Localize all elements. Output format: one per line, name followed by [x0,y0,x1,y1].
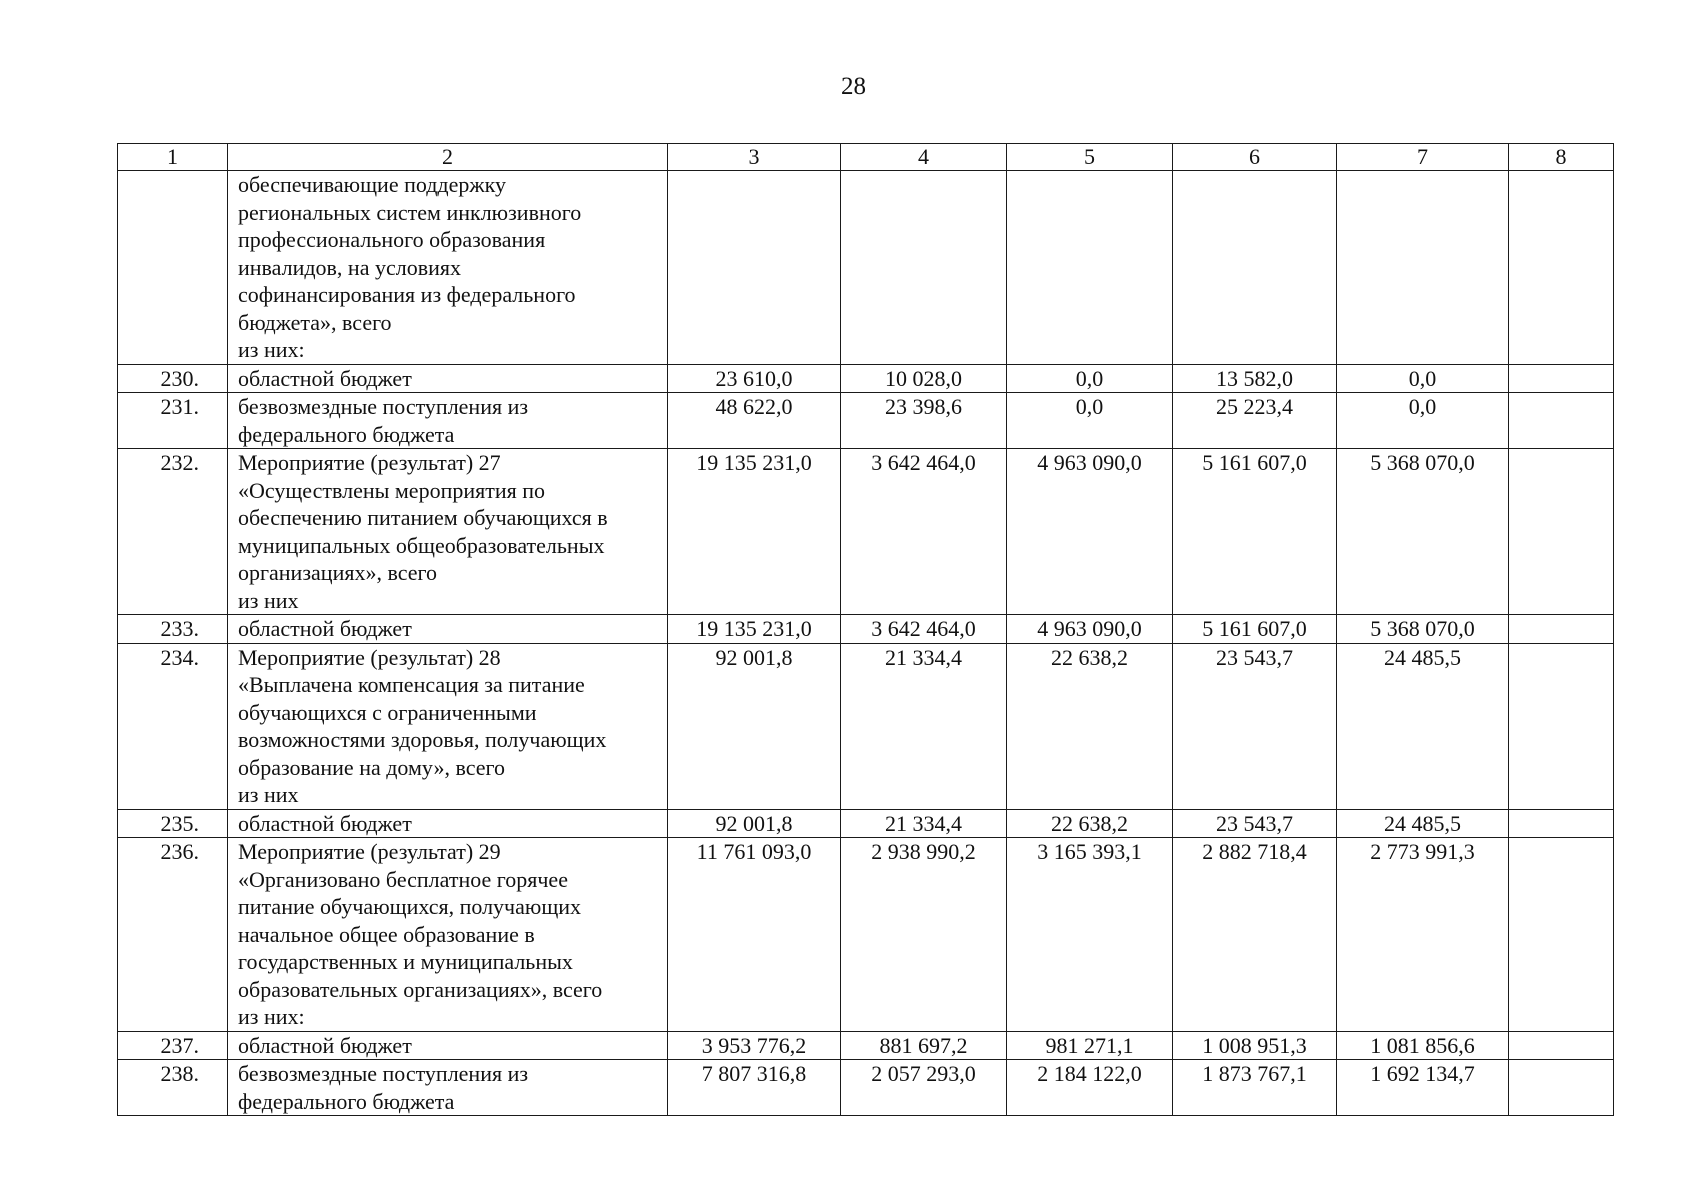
value-cell-6: 1 873 767,1 [1173,1060,1337,1116]
table-row [118,838,1614,1032]
row-number-cell: 232. [118,449,228,615]
table-body [118,144,1614,1116]
value-cell-6: 13 582,0 [1173,364,1337,393]
value-cell-7: 0,0 [1337,393,1509,449]
value-cell-4: 21 334,4 [841,643,1007,809]
value-cell-4: 881 697,2 [841,1031,1007,1060]
row-number-cell: 235. [118,809,228,838]
value-cell-8 [1509,838,1614,1032]
table-row [118,1031,1614,1060]
value-cell-5: 2 184 122,0 [1007,1060,1173,1116]
value-cell-6 [1173,171,1337,365]
column-header-2: 2 [228,144,668,171]
value-cell-3: 3 953 776,2 [668,1031,841,1060]
table-row [118,615,1614,644]
value-cell-7 [1337,171,1509,365]
value-cell-6: 1 008 951,3 [1173,1031,1337,1060]
value-cell-3: 19 135 231,0 [668,615,841,644]
description-cell: обеспечивающие поддержку региональных систем инклюзивного профессионального образования инвалидов, на условиях софинансирования из федерального бюджета», всего из них: [228,171,668,365]
row-number-cell: 234. [118,643,228,809]
value-cell-5: 981 271,1 [1007,1031,1173,1060]
value-cell-5: 3 165 393,1 [1007,838,1173,1032]
description-cell: областной бюджет [228,809,668,838]
page-number: 28 [841,73,866,100]
table-row [118,364,1614,393]
value-cell-8 [1509,1031,1614,1060]
value-cell-3: 92 001,8 [668,643,841,809]
value-cell-4: 3 642 464,0 [841,449,1007,615]
row-number-cell: 233. [118,615,228,644]
value-cell-8 [1509,1060,1614,1116]
value-cell-8 [1509,809,1614,838]
value-cell-5: 4 963 090,0 [1007,449,1173,615]
row-number-cell: 230. [118,364,228,393]
value-cell-5: 4 963 090,0 [1007,615,1173,644]
value-cell-4: 10 028,0 [841,364,1007,393]
value-cell-7: 24 485,5 [1337,643,1509,809]
value-cell-3: 92 001,8 [668,809,841,838]
budget-table [117,143,1614,1116]
value-cell-3: 19 135 231,0 [668,449,841,615]
table-row [118,1060,1614,1116]
value-cell-4: 23 398,6 [841,393,1007,449]
value-cell-6: 2 882 718,4 [1173,838,1337,1032]
row-number-cell [118,171,228,365]
column-header-5: 5 [1007,144,1173,171]
description-cell: Мероприятие (результат) 27 «Осуществлены мероприятия по обеспечению питанием обучающихся в муниципальных общеобразовательных организациях», всего из них [228,449,668,615]
value-cell-5: 0,0 [1007,393,1173,449]
table-row [118,171,1614,365]
value-cell-7: 0,0 [1337,364,1509,393]
value-cell-8 [1509,364,1614,393]
header-row [118,144,1614,171]
column-header-4: 4 [841,144,1007,171]
description-cell: областной бюджет [228,615,668,644]
value-cell-7: 2 773 991,3 [1337,838,1509,1032]
value-cell-6: 25 223,4 [1173,393,1337,449]
description-cell: областной бюджет [228,1031,668,1060]
value-cell-6: 5 161 607,0 [1173,615,1337,644]
value-cell-4: 3 642 464,0 [841,615,1007,644]
value-cell-3: 48 622,0 [668,393,841,449]
value-cell-6: 23 543,7 [1173,643,1337,809]
table-row [118,809,1614,838]
table-row [118,449,1614,615]
value-cell-7: 24 485,5 [1337,809,1509,838]
value-cell-8 [1509,643,1614,809]
value-cell-7: 1 081 856,6 [1337,1031,1509,1060]
value-cell-5 [1007,171,1173,365]
value-cell-8 [1509,393,1614,449]
column-header-7: 7 [1337,144,1509,171]
value-cell-4: 2 938 990,2 [841,838,1007,1032]
column-header-1: 1 [118,144,228,171]
value-cell-4: 2 057 293,0 [841,1060,1007,1116]
value-cell-5: 22 638,2 [1007,643,1173,809]
description-cell: безвозмездные поступления из федерального бюджета [228,393,668,449]
value-cell-4 [841,171,1007,365]
value-cell-3: 23 610,0 [668,364,841,393]
value-cell-6: 5 161 607,0 [1173,449,1337,615]
value-cell-7: 5 368 070,0 [1337,449,1509,615]
description-cell: Мероприятие (результат) 28 «Выплачена компенсация за питание обучающихся с ограниченными возможностями здоровья, получающих образование на дому», всего из них [228,643,668,809]
column-header-6: 6 [1173,144,1337,171]
value-cell-6: 23 543,7 [1173,809,1337,838]
row-number-cell: 231. [118,393,228,449]
value-cell-5: 0,0 [1007,364,1173,393]
value-cell-5: 22 638,2 [1007,809,1173,838]
value-cell-3: 7 807 316,8 [668,1060,841,1116]
value-cell-8 [1509,449,1614,615]
column-header-3: 3 [668,144,841,171]
value-cell-8 [1509,171,1614,365]
description-cell: Мероприятие (результат) 29 «Организовано бесплатное горячее питание обучающихся, получающих начальное общее образование в государственных и муниципальных образовательных организациях», всего из них: [228,838,668,1032]
value-cell-7: 5 368 070,0 [1337,615,1509,644]
row-number-cell: 237. [118,1031,228,1060]
column-header-8: 8 [1509,144,1614,171]
table-row [118,643,1614,809]
value-cell-8 [1509,615,1614,644]
value-cell-4: 21 334,4 [841,809,1007,838]
description-cell: безвозмездные поступления из федерального бюджета [228,1060,668,1116]
description-cell: областной бюджет [228,364,668,393]
row-number-cell: 236. [118,838,228,1032]
value-cell-3: 11 761 093,0 [668,838,841,1032]
table-row [118,393,1614,449]
row-number-cell: 238. [118,1060,228,1116]
value-cell-7: 1 692 134,7 [1337,1060,1509,1116]
value-cell-3 [668,171,841,365]
